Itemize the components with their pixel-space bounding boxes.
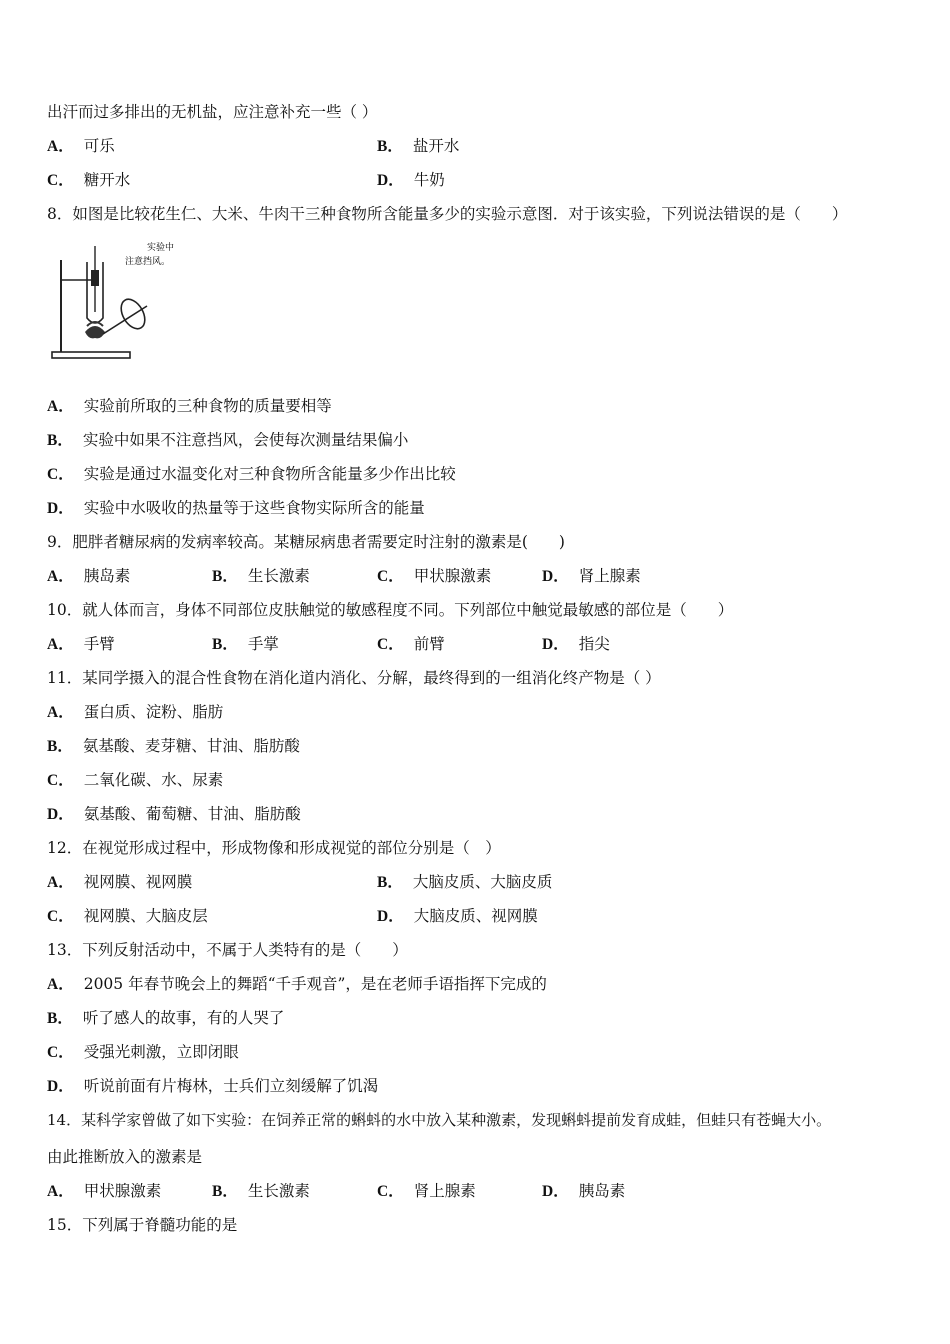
- option-label: C．: [47, 172, 74, 189]
- option-label: A．: [47, 704, 74, 721]
- option-text: 实验是通过水温变化对三种食物所含能量多少作出比较: [83, 465, 456, 483]
- option-text: 生长激素: [247, 567, 310, 585]
- option-text: 甲状腺激素: [83, 1182, 162, 1200]
- q7-stem: 出汗而过多排出的无机盐，应注意补充一些（ ）: [47, 103, 378, 121]
- q8-stem: 8．如图是比较花生仁、大米、牛肉干三种食物所含能量多少的实验示意图．对于该实验，下列说法错误的是（ ）: [47, 205, 848, 223]
- q10-option-c[interactable]: [377, 634, 445, 655]
- option-label: D．: [542, 568, 569, 585]
- figure-caption-2: 注意挡风。: [125, 257, 171, 267]
- option-label: A．: [47, 398, 74, 415]
- option-text: 实验中水吸收的热量等于这些食物实际所含的能量: [83, 499, 425, 517]
- q8-option-c[interactable]: [47, 464, 456, 485]
- option-text: 二氧化碳、水、尿素: [83, 771, 224, 789]
- option-label: B．: [47, 432, 73, 449]
- q12-option-b[interactable]: [377, 872, 552, 893]
- option-text: 实验中如果不注意挡风，会使每次测量结果偏小: [82, 431, 409, 449]
- q10-stem: 10．就人体而言，身体不同部位皮肤触觉的敏感程度不同。下列部位中触觉最敏感的部位是（ ）: [47, 601, 734, 619]
- q7-option-d[interactable]: [377, 170, 445, 191]
- option-label: A．: [47, 1183, 74, 1200]
- option-label: A．: [47, 568, 74, 585]
- q11-option-c[interactable]: [47, 770, 223, 791]
- q13-stem: 13．下列反射活动中，不属于人类特有的是（ ）: [47, 941, 408, 959]
- option-text: 大脑皮质、视网膜: [413, 907, 538, 925]
- q11-option-a[interactable]: [47, 702, 223, 723]
- option-text: 指尖: [578, 635, 610, 653]
- option-label: A．: [47, 874, 74, 891]
- burning-food: [85, 326, 105, 338]
- flame: [87, 322, 103, 326]
- option-label: B．: [212, 568, 238, 585]
- q9-option-d[interactable]: [542, 566, 641, 587]
- stand-base: [52, 352, 130, 358]
- q7-option-a[interactable]: [47, 136, 115, 157]
- option-label: B．: [47, 738, 73, 755]
- q11-stem: 11．某同学摄入的混合性食物在消化道内消化、分解，最终得到的一组消化终产物是（ ）: [47, 669, 661, 687]
- q12-stem: 12．在视觉形成过程中，形成物像和形成视觉的部位分别是（ ）: [47, 839, 501, 857]
- option-label: C．: [47, 908, 74, 925]
- option-text: 受强光刺激，立即闭眼: [83, 1043, 239, 1061]
- option-text: 听了感人的故事，有的人哭了: [82, 1009, 285, 1027]
- q11-option-d[interactable]: [47, 804, 301, 825]
- q14-option-d[interactable]: [542, 1181, 625, 1202]
- q9-option-a[interactable]: [47, 566, 130, 587]
- option-text: 氨基酸、葡萄糖、甘油、脂肪酸: [83, 805, 301, 823]
- q8-option-b[interactable]: [47, 430, 408, 451]
- option-label: C．: [47, 1044, 74, 1061]
- option-text: 牛奶: [413, 171, 445, 189]
- q12-option-c[interactable]: [47, 906, 208, 927]
- q10-option-a[interactable]: [47, 634, 115, 655]
- option-text: 氨基酸、麦芽糖、甘油、脂肪酸: [82, 737, 300, 755]
- option-label: B．: [47, 1010, 73, 1027]
- option-text: 前臂: [413, 635, 445, 653]
- q14-stem-line1: 14．某科学家曾做了如下实验：在饲养正常的蝌蚪的水中放入某种激素，发现蝌蚪提前发育成蛙，但蛙只有苍蝇大小。: [47, 1111, 832, 1129]
- q10-option-b[interactable]: [212, 634, 279, 655]
- option-label: B．: [377, 874, 403, 891]
- q13-option-a[interactable]: [47, 974, 547, 995]
- q7-option-c[interactable]: [47, 170, 130, 191]
- option-text: 实验前所取的三种食物的质量要相等: [83, 397, 332, 415]
- q14-option-a[interactable]: [47, 1181, 161, 1202]
- q8-option-a[interactable]: [47, 396, 332, 417]
- option-text: 2005 年春节晚会上的舞蹈“千手观音”，是在老师手语指挥下完成的: [83, 975, 547, 993]
- q14-option-c[interactable]: [377, 1181, 476, 1202]
- q14-option-b[interactable]: [212, 1181, 310, 1202]
- option-text: 蛋白质、淀粉、脂肪: [83, 703, 224, 721]
- option-label: D．: [542, 1183, 569, 1200]
- option-label: B．: [212, 636, 238, 653]
- option-label: A．: [47, 138, 74, 155]
- option-label: C．: [377, 636, 404, 653]
- option-text: 盐开水: [412, 137, 460, 155]
- q8-option-d[interactable]: [47, 498, 425, 519]
- option-label: C．: [377, 568, 404, 585]
- q9-stem: 9．肥胖者糖尿病的发病率较高。某糖尿病患者需要定时注射的激素是( ): [47, 533, 565, 551]
- thermometer-clamp: [91, 270, 99, 286]
- option-label: A．: [47, 636, 74, 653]
- option-label: D．: [47, 500, 74, 517]
- option-label: D．: [47, 1078, 74, 1095]
- option-label: C．: [377, 1183, 404, 1200]
- option-label: D．: [377, 908, 404, 925]
- q15-stem: 15．下列属于脊髓功能的是: [47, 1216, 238, 1234]
- option-text: 大脑皮质、大脑皮质: [412, 873, 553, 891]
- option-text: 手掌: [247, 635, 279, 653]
- option-text: 肾上腺素: [578, 567, 641, 585]
- option-label: D．: [377, 172, 404, 189]
- option-text: 糖开水: [83, 171, 131, 189]
- q12-option-a[interactable]: [47, 872, 192, 893]
- q13-option-c[interactable]: [47, 1042, 239, 1063]
- q12-option-d[interactable]: [377, 906, 538, 927]
- q10-option-d[interactable]: [542, 634, 610, 655]
- option-text: 生长激素: [247, 1182, 310, 1200]
- q11-option-b[interactable]: [47, 736, 300, 757]
- option-label: C．: [47, 466, 74, 483]
- option-text: 胰岛素: [578, 1182, 626, 1200]
- option-label: B．: [212, 1183, 238, 1200]
- q14-stem-line2: 由此推断放入的激素是: [47, 1148, 203, 1166]
- option-text: 视网膜、大脑皮层: [83, 907, 208, 925]
- option-label: D．: [542, 636, 569, 653]
- option-text: 手臂: [83, 635, 115, 653]
- option-text: 可乐: [83, 137, 115, 155]
- q9-option-b[interactable]: [212, 566, 310, 587]
- option-text: 甲状腺激素: [413, 567, 492, 585]
- figure-caption-1: 实验中: [147, 243, 175, 253]
- q7-option-b[interactable]: [377, 136, 459, 157]
- q13-option-b[interactable]: [47, 1008, 284, 1029]
- option-label: B．: [377, 138, 403, 155]
- option-text: 听说前面有片梅林，士兵们立刻缓解了饥渴: [83, 1077, 379, 1095]
- option-label: D．: [47, 806, 74, 823]
- option-text: 视网膜、视网膜: [83, 873, 193, 891]
- option-text: 胰岛素: [83, 567, 131, 585]
- q9-option-c[interactable]: [377, 566, 491, 587]
- option-label: C．: [47, 772, 74, 789]
- q13-option-d[interactable]: [47, 1076, 378, 1097]
- option-text: 肾上腺素: [413, 1182, 476, 1200]
- experiment-apparatus-figure: [47, 240, 197, 368]
- option-label: A．: [47, 976, 74, 993]
